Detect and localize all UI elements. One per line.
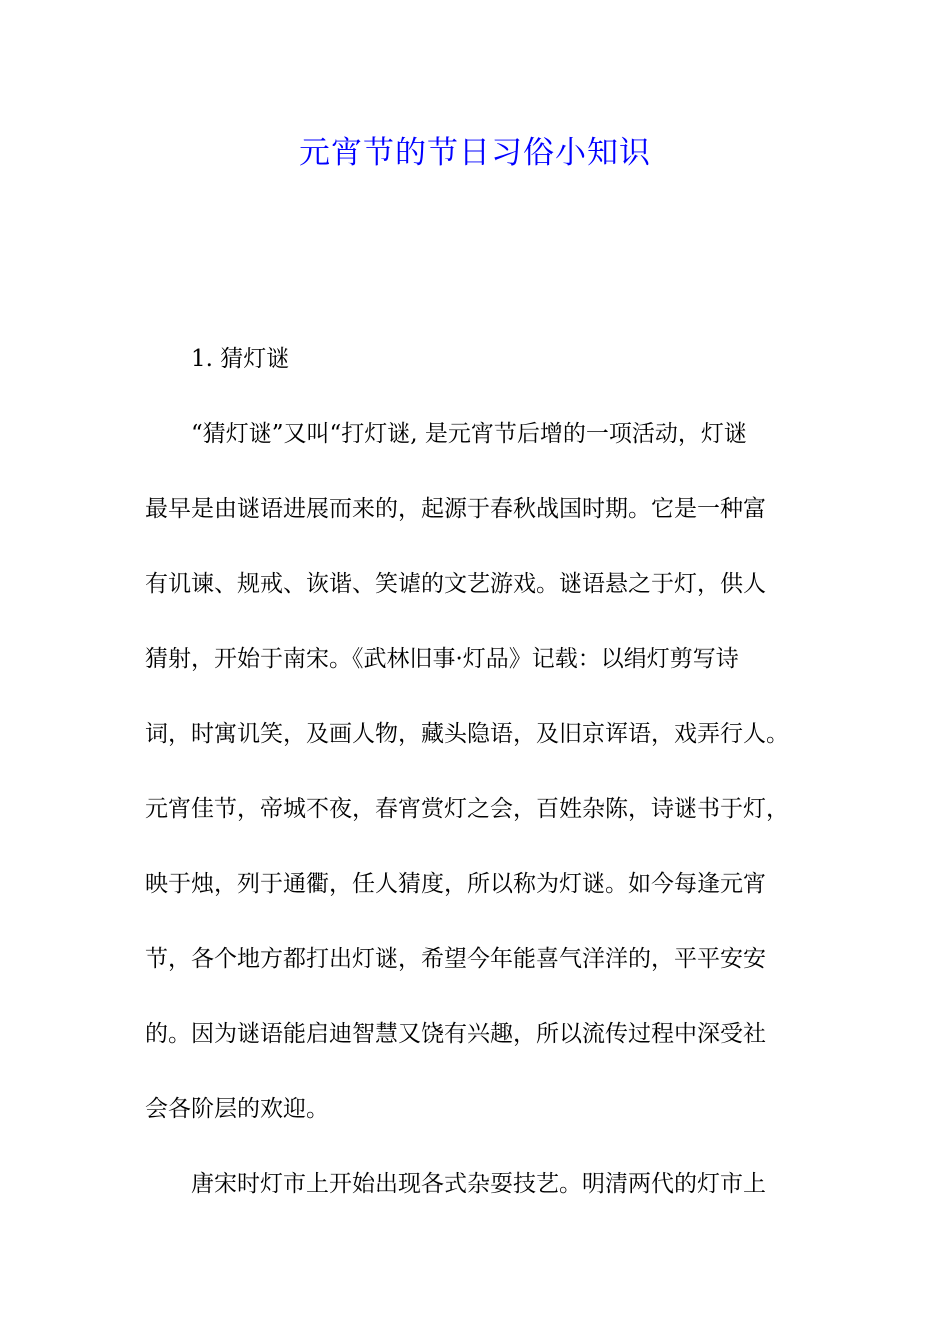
paragraph-2 (145, 1147, 810, 1222)
paragraph-line: 唐宋时灯市上开始出现各式杂耍技艺。明清两代的灯市上 (191, 1171, 766, 1197)
section-heading: 1. 猜灯谜 (191, 346, 290, 372)
paragraph-line: “猜灯谜”又叫“打灯谜, 是元宵节后增的一项活动，灯谜 (191, 421, 747, 447)
paragraph-line: 会各阶层的欢迎。 (145, 1096, 329, 1122)
paragraph-line: 元宵佳节，帝城不夜，春宵赏灯之会，百姓杂陈，诗谜书于灯， (145, 796, 789, 822)
paragraph-line: 有讥谏、规戒、诙谐、笑谑的文艺游戏。谜语悬之于灯，供人 (145, 571, 766, 597)
paragraph-line: 猜射，开始于南宋。《武林旧事·灯品》记载：以绢灯剪写诗 (145, 646, 739, 672)
document-title: 元宵节的节日习俗小知识 (299, 135, 651, 171)
paragraph-line: 最早是由谜语进展而来的，起源于春秋战国时期。它是一种富 (145, 496, 766, 522)
paragraph-line: 映于烛，列于通衢，任人猜度，所以称为灯谜。如今每逢元宵 (145, 871, 766, 897)
paragraph-1 (145, 397, 810, 1147)
section-heading-block (145, 322, 810, 397)
paragraph-line: 的。因为谜语能启迪智慧又饶有兴趣，所以流传过程中深受社 (145, 1021, 766, 1047)
paragraph-line: 节，各个地方都打出灯谜，希望今年能喜气洋洋的，平平安安 (145, 946, 766, 972)
paragraph-line: 词，时寓讥笑，及画人物，藏头隐语，及旧京诨语，戏弄行人。 (145, 721, 789, 747)
